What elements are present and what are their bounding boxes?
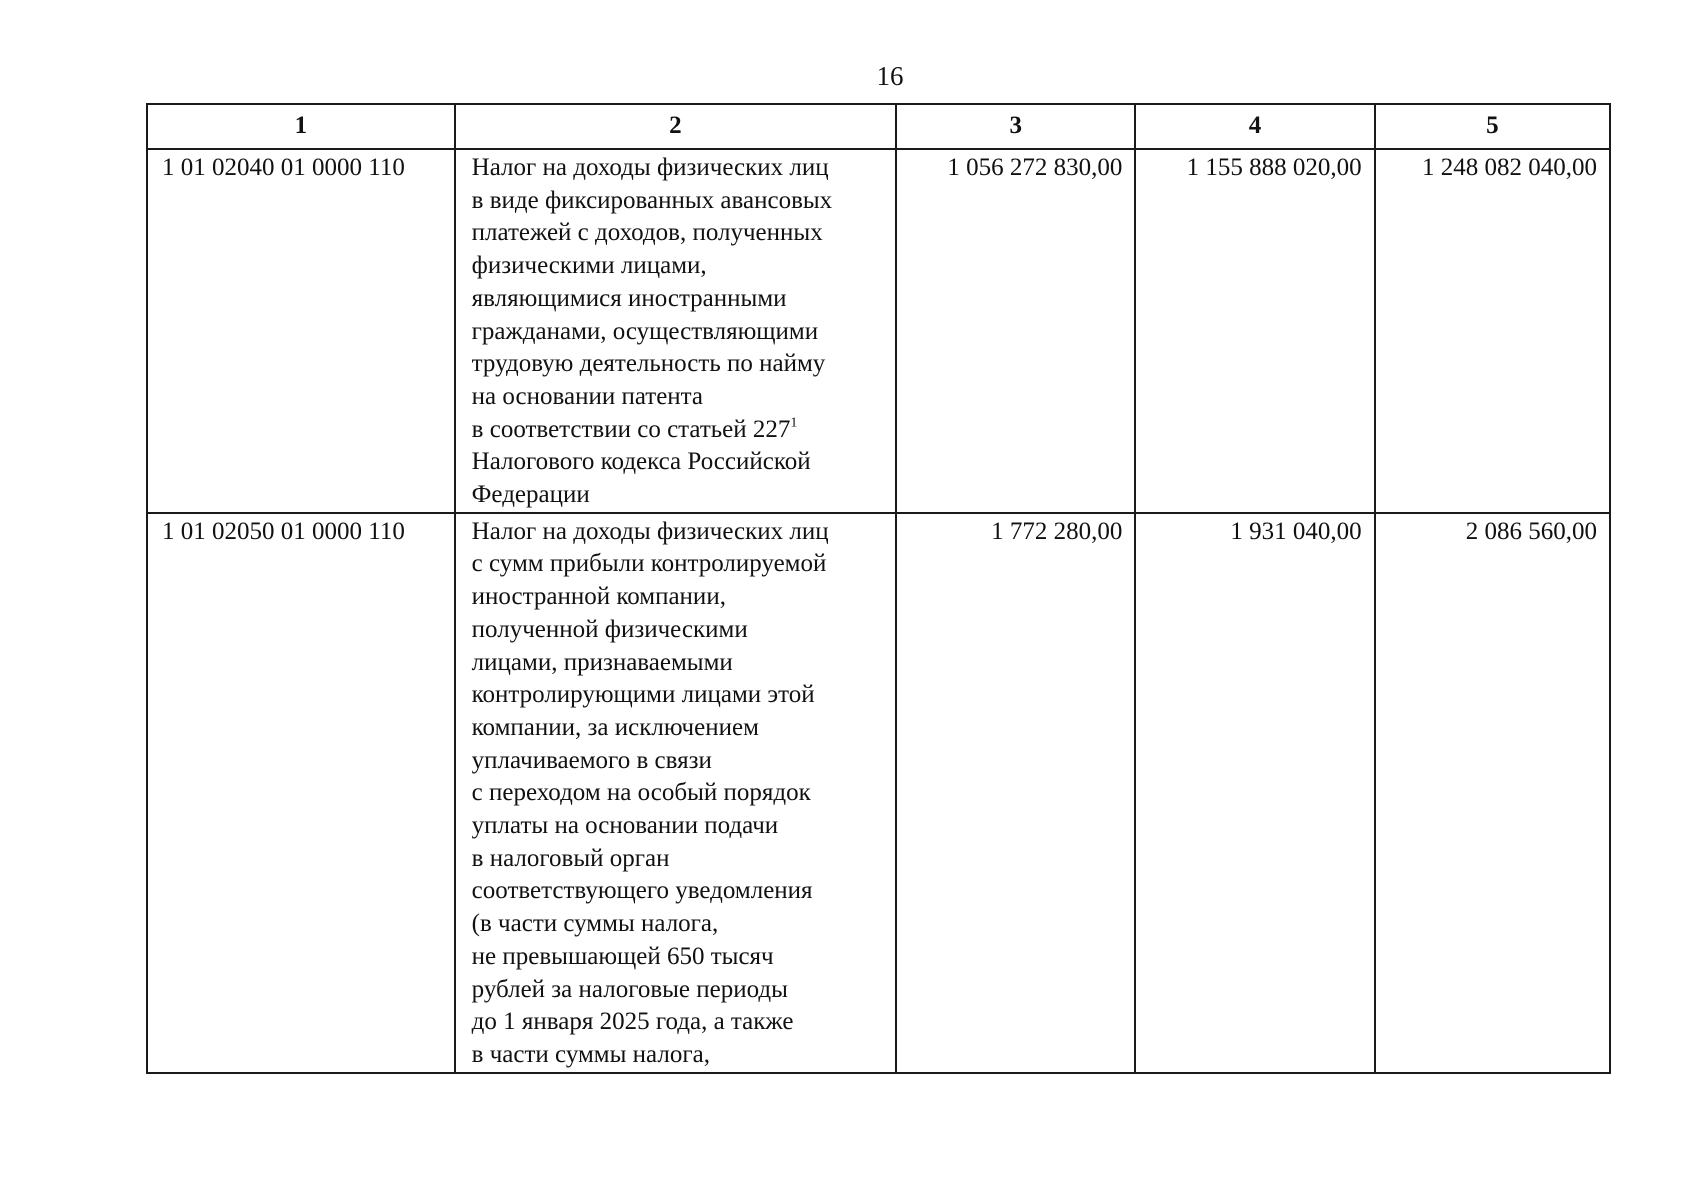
revenue-name-line: рублей за налоговые периоды — [471, 975, 788, 1003]
revenue-name-line: Налог на доходы физических лиц — [471, 154, 829, 181]
revenue-table — [146, 103, 1611, 1074]
header-col-4: 4 — [1135, 104, 1374, 149]
revenue-name — [455, 149, 896, 513]
revenue-name-line: не превышающей 650 тысяч — [471, 942, 774, 970]
revenue-name — [455, 513, 896, 1073]
revenue-name-line: компании, за исключением — [471, 713, 759, 741]
amount-col-4: 1 155 888 020,00 — [1135, 149, 1374, 513]
revenue-name-line: уплачиваемого в связи — [471, 746, 712, 774]
revenue-name-line: с сумм прибыли контролируемой — [471, 550, 827, 578]
amount-col-3: 1 056 272 830,00 — [896, 149, 1135, 513]
revenue-name-line: Налог на доходы физических лиц — [471, 517, 829, 545]
page-number: 16 — [876, 61, 904, 91]
amount-col-5: 1 248 082 040,00 — [1375, 149, 1610, 513]
revenue-name-line: в налоговый орган — [471, 844, 670, 872]
table-header-row — [147, 104, 1610, 149]
revenue-name-line: лицами, признаваемыми — [471, 648, 733, 676]
amount-col-5: 2 086 560,00 — [1375, 513, 1610, 1073]
revenue-name-line: являющимися иностранными — [471, 284, 787, 312]
revenue-name-line: контролирующими лицами этой — [471, 681, 815, 709]
header-col-3: 3 — [896, 104, 1135, 149]
revenue-name-line: полученной физическими — [471, 615, 748, 643]
revenue-name-line: физическими лицами, — [471, 252, 707, 280]
header-col-5: 5 — [1375, 104, 1610, 149]
revenue-name-line: гражданами, осуществляющими — [471, 317, 819, 345]
revenue-name-line: Налогового кодекса Российской — [471, 448, 811, 476]
revenue-name-line: Федерации — [471, 481, 590, 509]
revenue-name-line: (в части суммы налога, — [471, 910, 719, 938]
revenue-name-line: до 1 января 2025 года, а также — [471, 1008, 794, 1036]
budget-classification-code: 1 01 02040 01 0000 110 — [147, 149, 455, 513]
revenue-name-line-with-superscript — [472, 414, 887, 447]
revenue-name-line: в части суммы налога, — [471, 1040, 710, 1068]
revenue-name-line: иностранной компании, — [471, 583, 726, 611]
revenue-name-line: трудовую деятельность по найму — [471, 350, 826, 378]
table-row — [147, 149, 1610, 513]
revenue-name-line: на основании патента — [471, 382, 704, 410]
revenue-name-line: с переходом на особый порядок — [471, 779, 811, 807]
article-superscript: 1 — [790, 415, 798, 431]
revenue-name-line: соответствующего уведомления — [471, 877, 813, 905]
revenue-name-line: платежей с доходов, полученных — [471, 219, 823, 247]
revenue-name-line: уплаты на основании подачи — [471, 812, 779, 840]
amount-col-3: 1 772 280,00 — [896, 513, 1135, 1073]
budget-classification-code: 1 01 02050 01 0000 110 — [147, 513, 455, 1073]
header-col-1: 1 — [147, 104, 455, 149]
header-col-2: 2 — [455, 104, 896, 149]
amount-col-4: 1 931 040,00 — [1135, 513, 1374, 1073]
revenue-name-line-text: в соответствии со статьей 227 — [471, 415, 791, 443]
revenue-name-line: в виде фиксированных авансовых — [471, 186, 833, 214]
table-row — [147, 513, 1610, 1073]
